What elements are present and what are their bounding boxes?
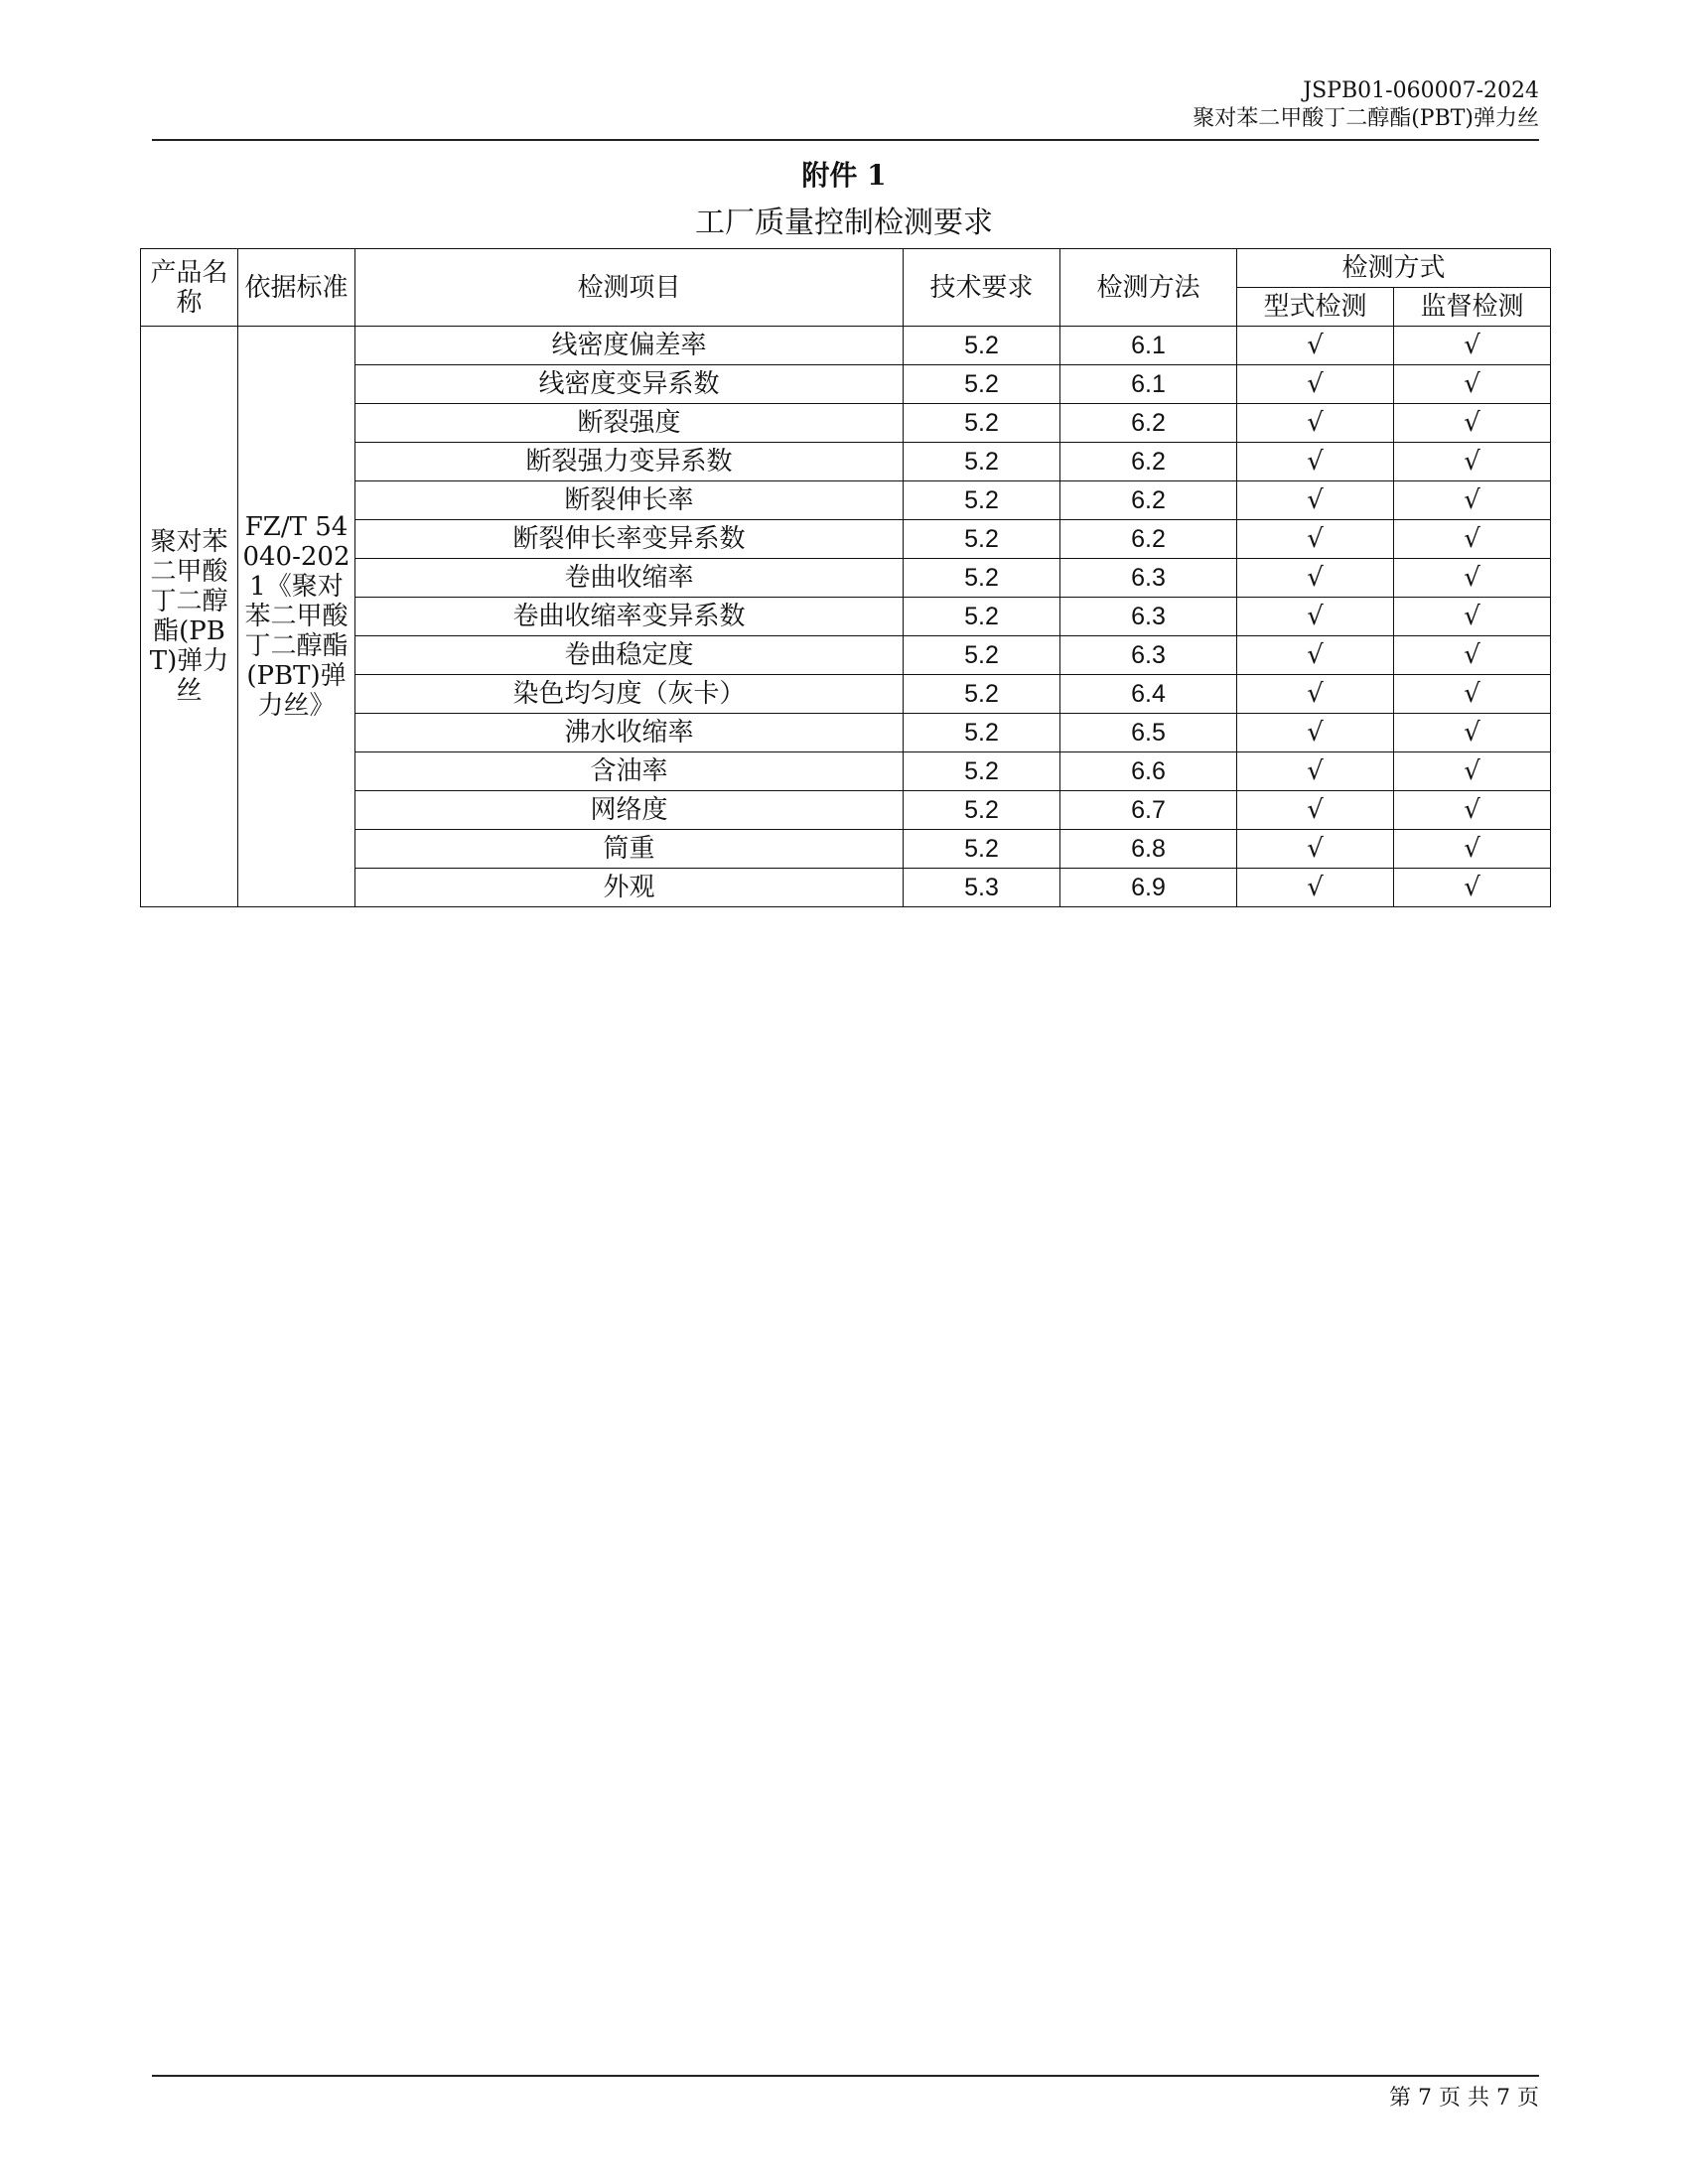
method-cell: 6.5 <box>1060 714 1237 752</box>
type-test-cell: √ <box>1237 869 1394 907</box>
header-standard: 依据标准 <box>238 249 355 327</box>
type-test-cell: √ <box>1237 636 1394 675</box>
supervision-test-cell: √ <box>1394 365 1551 404</box>
supervision-test-cell: √ <box>1394 752 1551 791</box>
footer-divider <box>152 2075 1539 2077</box>
tech-req-cell: 5.2 <box>904 714 1060 752</box>
method-cell: 6.3 <box>1060 636 1237 675</box>
method-cell: 6.2 <box>1060 520 1237 559</box>
header-item: 检测项目 <box>355 249 904 327</box>
tech-req-cell: 5.2 <box>904 404 1060 443</box>
header-method: 检测方法 <box>1060 249 1237 327</box>
header-product-name: 产品名称 <box>141 249 238 327</box>
method-cell: 6.9 <box>1060 869 1237 907</box>
supervision-test-cell: √ <box>1394 404 1551 443</box>
supervision-test-cell: √ <box>1394 598 1551 636</box>
method-cell: 6.2 <box>1060 404 1237 443</box>
tech-req-cell: 5.2 <box>904 443 1060 481</box>
supervision-test-cell: √ <box>1394 559 1551 598</box>
item-cell: 网络度 <box>355 791 904 830</box>
type-test-cell: √ <box>1237 481 1394 520</box>
table-row <box>141 327 1551 365</box>
page-header <box>1193 77 1539 133</box>
method-cell: 6.2 <box>1060 443 1237 481</box>
item-cell: 断裂强度 <box>355 404 904 443</box>
supervision-test-cell: √ <box>1394 869 1551 907</box>
supervision-test-cell: √ <box>1394 481 1551 520</box>
item-cell: 线密度偏差率 <box>355 327 904 365</box>
type-test-cell: √ <box>1237 404 1394 443</box>
tech-req-cell: 5.2 <box>904 830 1060 869</box>
item-cell: 卷曲稳定度 <box>355 636 904 675</box>
type-test-cell: √ <box>1237 714 1394 752</box>
supervision-test-cell: √ <box>1394 791 1551 830</box>
type-test-cell: √ <box>1237 752 1394 791</box>
method-cell: 6.2 <box>1060 481 1237 520</box>
tech-req-cell: 5.2 <box>904 327 1060 365</box>
type-test-cell: √ <box>1237 830 1394 869</box>
type-test-cell: √ <box>1237 520 1394 559</box>
page-number: 第 7 页 共 7 页 <box>1389 2086 1539 2111</box>
tech-req-cell: 5.3 <box>904 869 1060 907</box>
tech-req-cell: 5.2 <box>904 752 1060 791</box>
item-cell: 外观 <box>355 869 904 907</box>
tech-req-cell: 5.2 <box>904 481 1060 520</box>
quality-control-table <box>140 248 1551 907</box>
item-cell: 断裂伸长率变异系数 <box>355 520 904 559</box>
tech-req-cell: 5.2 <box>904 791 1060 830</box>
method-cell: 6.1 <box>1060 365 1237 404</box>
item-cell: 断裂强力变异系数 <box>355 443 904 481</box>
header-tech-req: 技术要求 <box>904 249 1060 327</box>
standard-cell: FZ/T 54040-2021《聚对苯二甲酸丁二醇酯(PBT)弹力丝》 <box>238 327 355 907</box>
method-cell: 6.3 <box>1060 559 1237 598</box>
type-test-cell: √ <box>1237 598 1394 636</box>
type-test-cell: √ <box>1237 675 1394 714</box>
header-divider <box>152 139 1539 141</box>
supervision-test-cell: √ <box>1394 636 1551 675</box>
type-test-cell: √ <box>1237 559 1394 598</box>
tech-req-cell: 5.2 <box>904 636 1060 675</box>
method-cell: 6.4 <box>1060 675 1237 714</box>
attachment-title: 附件 1 <box>801 159 887 192</box>
tech-req-cell: 5.2 <box>904 598 1060 636</box>
supervision-test-cell: √ <box>1394 327 1551 365</box>
method-cell: 6.8 <box>1060 830 1237 869</box>
supervision-test-cell: √ <box>1394 520 1551 559</box>
type-test-cell: √ <box>1237 327 1394 365</box>
supervision-test-cell: √ <box>1394 714 1551 752</box>
type-test-cell: √ <box>1237 365 1394 404</box>
table-title: 工厂质量控制检测要求 <box>695 205 993 240</box>
item-cell: 卷曲收缩率 <box>355 559 904 598</box>
product-cell: 聚对苯二甲酸丁二醇酯(PBT)弹力丝 <box>141 327 238 907</box>
doc-title: 聚对苯二甲酸丁二醇酯(PBT)弹力丝 <box>1193 106 1539 131</box>
tech-req-cell: 5.2 <box>904 365 1060 404</box>
header-supervision-test: 监督检测 <box>1394 288 1551 327</box>
type-test-cell: √ <box>1237 443 1394 481</box>
header-type-test: 型式检测 <box>1237 288 1394 327</box>
tech-req-cell: 5.2 <box>904 520 1060 559</box>
item-cell: 沸水收缩率 <box>355 714 904 752</box>
type-test-cell: √ <box>1237 791 1394 830</box>
item-cell: 染色均匀度（灰卡） <box>355 675 904 714</box>
item-cell: 卷曲收缩率变异系数 <box>355 598 904 636</box>
method-cell: 6.7 <box>1060 791 1237 830</box>
method-cell: 6.3 <box>1060 598 1237 636</box>
tech-req-cell: 5.2 <box>904 675 1060 714</box>
supervision-test-cell: √ <box>1394 830 1551 869</box>
item-cell: 线密度变异系数 <box>355 365 904 404</box>
item-cell: 含油率 <box>355 752 904 791</box>
doc-number: JSPB01-060007-2024 <box>1303 78 1539 103</box>
tech-req-cell: 5.2 <box>904 559 1060 598</box>
method-cell: 6.6 <box>1060 752 1237 791</box>
item-cell: 断裂伸长率 <box>355 481 904 520</box>
item-cell: 筒重 <box>355 830 904 869</box>
supervision-test-cell: √ <box>1394 443 1551 481</box>
method-cell: 6.1 <box>1060 327 1237 365</box>
header-mode: 检测方式 <box>1237 249 1551 288</box>
supervision-test-cell: √ <box>1394 675 1551 714</box>
